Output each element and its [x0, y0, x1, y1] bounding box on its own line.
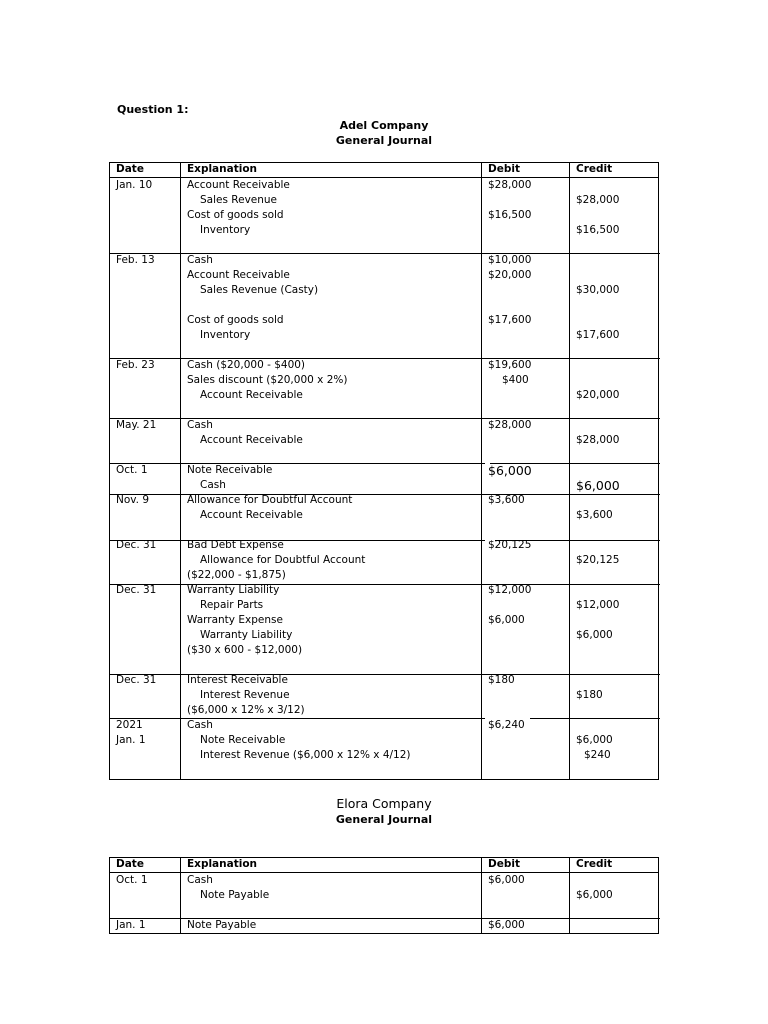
adel-date-cell: Nov. 9: [116, 494, 150, 506]
adel-debit-cell: $16,500: [488, 209, 532, 221]
adel-date-cell: Feb. 13: [116, 254, 155, 266]
adel-credit-cell: $3,600: [576, 509, 613, 521]
adel-explanation-cell: Interest Revenue ($6,000 x 12% x 4/12): [200, 749, 411, 761]
adel-credit-cell: $16,500: [576, 224, 620, 236]
elora-explanation-cell: Note Payable: [200, 889, 270, 901]
adel-title-block: [0, 118, 768, 148]
adel-date-cell: Jan. 1: [116, 734, 146, 746]
adel-explanation-cell: Note Receivable: [200, 734, 286, 746]
adel-debit-cell: $17,600: [488, 314, 532, 326]
adel-header-exp: Explanation: [187, 163, 258, 175]
elora-explanation-cell: Note Payable: [187, 919, 257, 931]
adel-debit-cell: $12,000: [488, 584, 532, 596]
adel-explanation-cell: Account Receivable: [200, 509, 303, 521]
adel-explanation-cell: Sales discount ($20,000 x 2%): [187, 374, 348, 386]
adel-explanation-cell: Sales Revenue (Casty): [200, 284, 319, 296]
adel-explanation-cell: Account Receivable: [200, 434, 303, 446]
elora-date-cell: Oct. 1: [116, 874, 148, 886]
adel-explanation-cell: ($22,000 - $1,875): [187, 569, 286, 581]
adel-debit-cell: $6,000: [488, 614, 525, 626]
adel-header-date: Date: [116, 163, 144, 175]
elora-journal-table: [109, 857, 659, 934]
adel-date-cell: Oct. 1: [116, 464, 148, 476]
adel-explanation-cell: Inventory: [200, 329, 251, 341]
elora-title-block: [0, 796, 768, 827]
adel-explanation-cell: Note Receivable: [187, 464, 273, 476]
adel-explanation-cell: Cost of goods sold: [187, 209, 284, 221]
adel-credit-cell: $240: [584, 749, 611, 761]
adel-entry-separator: [110, 718, 485, 719]
adel-date-cell: Jan. 10: [116, 179, 153, 191]
adel-explanation-cell: Cash ($20,000 - $400): [187, 359, 306, 371]
adel-journal-title: General Journal: [335, 134, 433, 147]
adel-column-divider: [481, 163, 482, 779]
elora-credit-cell: $6,000: [576, 889, 613, 901]
elora-explanation-cell: Cash: [187, 874, 213, 886]
adel-credit-cell: $6,000: [576, 629, 613, 641]
adel-explanation-cell: Sales Revenue: [200, 194, 278, 206]
adel-debit-cell: $6,240: [488, 719, 525, 731]
adel-explanation-cell: Account Receivable: [200, 389, 303, 401]
adel-column-divider: [569, 163, 570, 779]
elora-date-cell: Jan. 1: [116, 919, 146, 931]
adel-explanation-cell: Cash: [187, 254, 213, 266]
question-label: Question 1:: [117, 103, 189, 116]
adel-entry-separator: [530, 718, 660, 719]
adel-debit-cell: $20,000: [488, 269, 532, 281]
adel-explanation-cell: Cash: [200, 479, 226, 491]
adel-explanation-cell: Warranty Expense: [187, 614, 283, 626]
adel-credit-cell: $20,000: [576, 389, 620, 401]
elora-debit-cell: $6,000: [488, 919, 525, 931]
adel-explanation-cell: Allowance for Doubtful Account: [200, 554, 366, 566]
adel-date-cell: Feb. 23: [116, 359, 155, 371]
adel-explanation-cell: Warranty Liability: [187, 584, 280, 596]
adel-explanation-cell: Repair Parts: [200, 599, 264, 611]
adel-debit-cell: $3,600: [488, 494, 525, 506]
adel-journal-table: [109, 162, 659, 780]
adel-debit-cell: $10,000: [488, 254, 532, 266]
adel-explanation-cell: Account Receivable: [187, 269, 290, 281]
adel-credit-cell: $6,000: [576, 478, 620, 493]
adel-credit-cell: $28,000: [576, 194, 620, 206]
elora-header-date: Date: [116, 858, 144, 870]
adel-explanation-cell: Allowance for Doubtful Account: [187, 494, 353, 506]
adel-debit-cell: $400: [502, 374, 529, 386]
adel-debit-cell: $180: [488, 674, 515, 686]
adel-debit-cell: $20,125: [488, 539, 532, 551]
adel-date-cell: Dec. 31: [116, 584, 157, 596]
elora-journal-title: General Journal: [335, 813, 433, 826]
adel-credit-cell: $12,000: [576, 599, 620, 611]
adel-explanation-cell: Cash: [187, 719, 213, 731]
adel-explanation-cell: Interest Receivable: [187, 674, 288, 686]
adel-column-divider: [180, 163, 181, 779]
adel-credit-cell: $6,000: [576, 734, 613, 746]
adel-explanation-cell: Interest Revenue: [200, 689, 290, 701]
adel-debit-cell: $28,000: [488, 179, 532, 191]
adel-explanation-cell: ($6,000 x 12% x 3/12): [187, 704, 305, 716]
elora-debit-cell: $6,000: [488, 874, 525, 886]
adel-explanation-cell: Account Receivable: [187, 179, 290, 191]
adel-explanation-cell: Inventory: [200, 224, 251, 236]
adel-debit-cell: $19,600: [488, 359, 532, 371]
adel-credit-cell: $20,125: [576, 554, 620, 566]
adel-date-cell: Dec. 31: [116, 674, 157, 686]
adel-credit-cell: $30,000: [576, 284, 620, 296]
adel-explanation-cell: Warranty Liability: [200, 629, 293, 641]
adel-entry-separator: [110, 463, 485, 464]
elora-column-divider: [180, 858, 181, 933]
adel-header-credit: Credit: [576, 163, 613, 175]
elora-company-name: Elora Company: [336, 796, 432, 811]
elora-header-debit: Debit: [488, 858, 520, 870]
adel-date-cell: May. 21: [116, 419, 157, 431]
elora-header-credit: Credit: [576, 858, 613, 870]
adel-entry-separator: [110, 540, 485, 541]
adel-debit-cell: $28,000: [488, 419, 532, 431]
adel-company-name: Adel Company: [339, 119, 429, 132]
adel-credit-cell: $17,600: [576, 329, 620, 341]
adel-explanation-cell: ($30 x 600 - $12,000): [187, 644, 303, 656]
elora-header-exp: Explanation: [187, 858, 258, 870]
adel-credit-cell: $180: [576, 689, 603, 701]
adel-credit-cell: $28,000: [576, 434, 620, 446]
adel-date-cell: 2021: [116, 719, 143, 731]
adel-explanation-cell: Cash: [187, 419, 213, 431]
elora-column-divider: [569, 858, 570, 933]
adel-explanation-cell: Bad Debt Expense: [187, 539, 284, 551]
adel-explanation-cell: Cost of goods sold: [187, 314, 284, 326]
adel-date-cell: Dec. 31: [116, 539, 157, 551]
adel-header-debit: Debit: [488, 163, 520, 175]
elora-column-divider: [481, 858, 482, 933]
adel-debit-cell: $6,000: [488, 463, 532, 478]
